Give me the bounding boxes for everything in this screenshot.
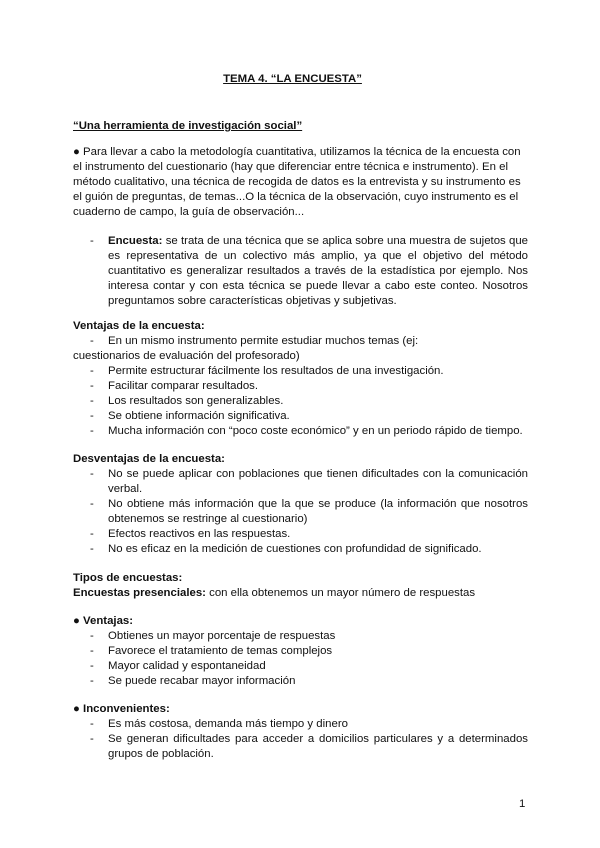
list-item: - Facilitar comparar resultados. (73, 379, 528, 394)
tipos-section (73, 571, 528, 601)
encuesta-list (73, 234, 528, 309)
definition: se trata de una técnica que se aplica sobre una muestra de sujetos que es representativa de un colectivo más amplio, ya que el objetivo del método cuantitativo es generalizar resultados a través de la estadística por ejemplo. Nos interesa contar y con esta técnica se puede llevar a cabo este conteo. Nosotros preguntamos sobre características objetivas y subjetivas. (108, 235, 528, 307)
list-item: - No es eficaz en la medición de cuestiones con profundidad de significado. (73, 542, 528, 557)
list-item: - No obtiene más información que la que se produce (la información que nosotros obtenemos se restringe al cuestionario) (73, 497, 528, 527)
list-item: - Se puede recabar mayor información (73, 674, 528, 689)
page-title: TEMA 4. “LA ENCUESTA” (223, 73, 362, 85)
section-heading: Ventajas de la encuesta: (73, 320, 205, 332)
list-item: - Los resultados son generalizables. (73, 394, 528, 409)
list-item: - Se generan dificultades para acceder a domicilios particulares y a determinados grupos de población. (73, 732, 528, 762)
section-heading: ● Inconvenientes: (73, 703, 170, 715)
term: Encuestas presenciales: (73, 587, 206, 599)
list-item: - No se puede aplicar con poblaciones que tienen dificultades con la comunicación verbal. (73, 467, 528, 497)
presenciales-ventajas (73, 614, 528, 689)
list-item (73, 234, 528, 309)
definition: con ella obtenemos un mayor número de respuestas (205, 587, 476, 599)
desventajas-section (73, 452, 528, 557)
section-heading: Desventajas de la encuesta: (73, 453, 225, 465)
term: Encuesta: (108, 235, 163, 247)
list-item: - Se obtiene información significativa. (73, 409, 528, 424)
list-item: - Permite estructurar fácilmente los resultados de una investigación. (73, 364, 528, 379)
section-heading: Tipos de encuestas: (73, 572, 183, 584)
subtitle: “Una herramienta de investigación social” (73, 120, 303, 132)
list-item: - Obtienes un mayor porcentaje de respuestas (73, 629, 528, 644)
list-item: - Favorece el tratamiento de temas complejos (73, 644, 528, 659)
list-item: - Efectos reactivos en las respuestas. (73, 527, 528, 542)
list-item: - Mucha información con “poco coste económico” y en un periodo rápido de tiempo. (73, 424, 528, 439)
list-item-continuation: cuestionarios de evaluación del profesorado) (73, 350, 300, 362)
section-heading: ● Ventajas: (73, 615, 134, 627)
list-item: - Mayor calidad y espontaneidad (73, 659, 528, 674)
list-item: - En un mismo instrumento permite estudiar muchos temas (ej: (73, 334, 528, 349)
page-number: 1 (519, 798, 526, 810)
list-item: - Es más costosa, demanda más tiempo y dinero (73, 717, 528, 732)
presenciales-inconvenientes (73, 702, 528, 762)
ventajas-section (73, 319, 528, 439)
intro-paragraph: ● Para llevar a cabo la metodología cuantitativa, utilizamos la técnica de la encuesta con el instrumento del cuestionario (hay que diferenciar entre técnica e instrumento). En el método cualitativo, una técnica de recogida de datos es la entrevista y su instrumento es el guión de preguntas, de temas...O la técnica de la observación, cuyo instrumento es el cuaderno de campo, la guía de observación... (73, 146, 521, 218)
